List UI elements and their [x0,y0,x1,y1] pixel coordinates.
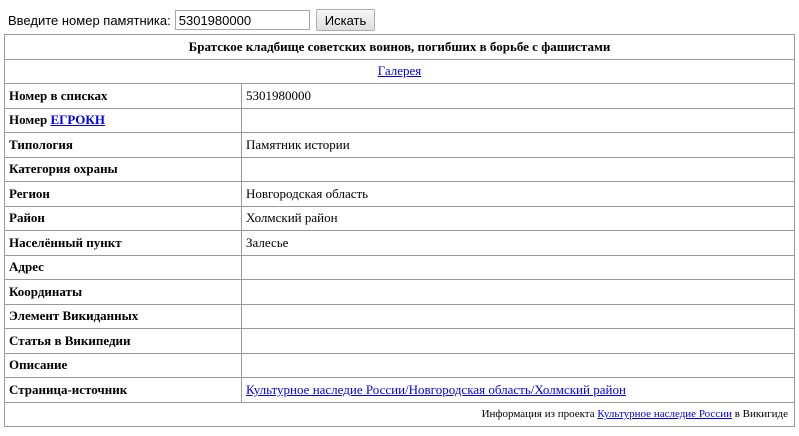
footer-row [5,402,795,427]
row-label: Регион [5,182,242,207]
row-label: Адрес [5,255,242,280]
row-value [242,108,795,133]
row-label: Район [5,206,242,231]
row-label: Статья в Википедии [5,329,242,354]
search-button[interactable]: Искать [316,9,376,31]
table-row [5,378,795,403]
row-value: Холмский район [242,206,795,231]
search-bar [8,8,375,32]
row-value: Памятник истории [242,133,795,158]
row-label [5,108,242,133]
footer-cell [5,402,795,427]
monument-title: Братское кладбище советских воинов, погибших в борьбе с фашистами [5,35,795,60]
table-row [5,304,795,329]
row-value [242,378,795,403]
title-row [5,35,795,60]
table-row [5,206,795,231]
row-value: Новгородская область [242,182,795,207]
table-row [5,182,795,207]
row-label: Категория охраны [5,157,242,182]
table-row [5,255,795,280]
search-label: Введите номер памятника: [8,12,171,28]
footer-suffix: в Викигиде [734,408,788,421]
egrokn-link[interactable]: ЕГРОКН [50,112,105,128]
row-label: Элемент Викиданных [5,304,242,329]
gallery-link[interactable]: Галерея [377,63,422,79]
monument-number-input[interactable] [175,10,310,30]
row-value [242,157,795,182]
source-page-link[interactable]: Культурное наследие России/Новгородская область/Холмский район [246,381,626,397]
table-row [5,133,795,158]
gallery-row [5,59,795,84]
monument-card-table [4,34,795,427]
table-row [5,231,795,256]
table-row [5,329,795,354]
table-row [5,280,795,305]
row-label: Страница-источник [5,378,242,403]
row-value [242,304,795,329]
row-value [242,329,795,354]
row-value: Залесье [242,231,795,256]
row-label-prefix: Номер [9,112,48,128]
table-row [5,353,795,378]
row-value [242,280,795,305]
row-value: 5301980000 [242,84,795,109]
row-value [242,353,795,378]
table-row [5,157,795,182]
table-row [5,108,795,133]
row-label: Номер в списках [5,84,242,109]
table-row [5,84,795,109]
row-label: Описание [5,353,242,378]
row-value [242,255,795,280]
row-label: Населённый пункт [5,231,242,256]
row-label: Типология [5,133,242,158]
footer-prefix: Информация из проекта [481,408,595,421]
row-label: Координаты [5,280,242,305]
project-link[interactable]: Культурное наследие России [597,408,732,421]
gallery-cell [5,59,795,84]
